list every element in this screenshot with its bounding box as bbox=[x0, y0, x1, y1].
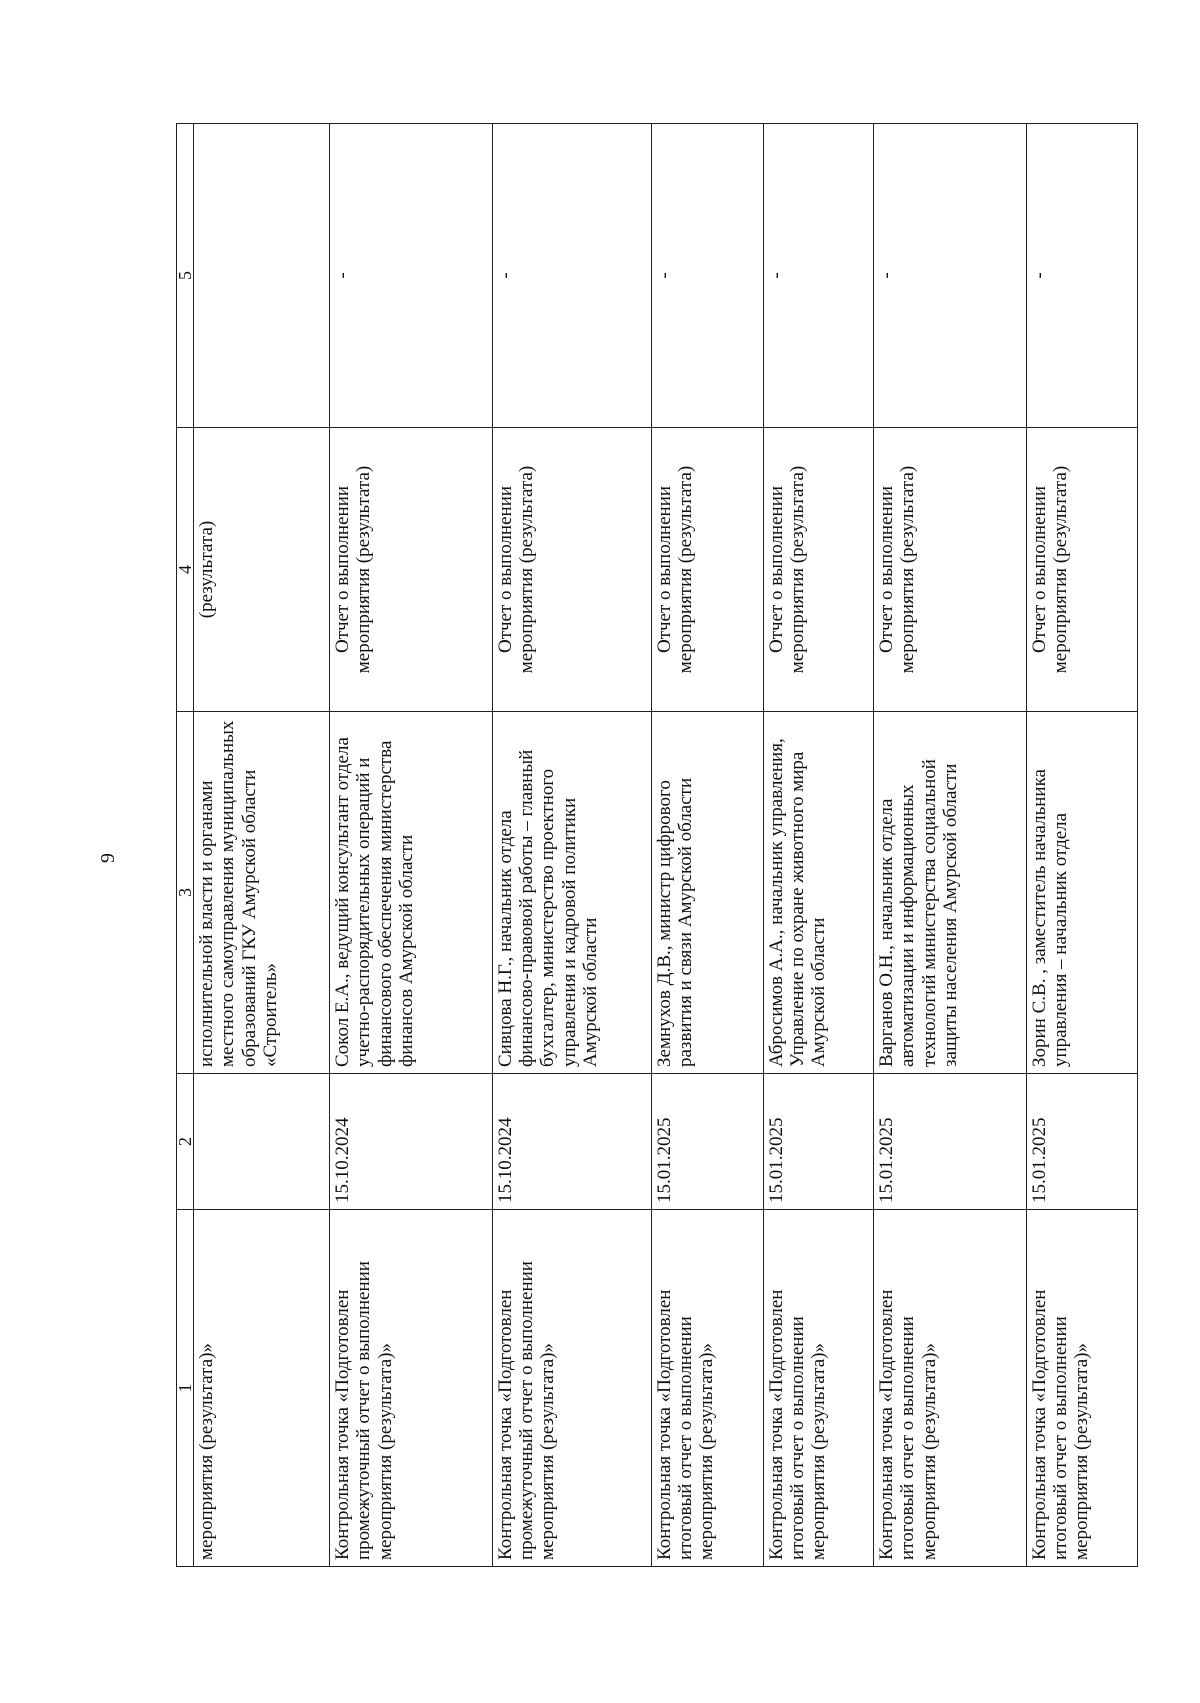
table-row bbox=[874, 124, 1027, 1567]
note-cell: - bbox=[330, 124, 493, 428]
table-row bbox=[492, 124, 651, 1567]
header-col-5: 5 bbox=[177, 124, 194, 428]
table-header-row bbox=[177, 124, 194, 1567]
table-row bbox=[651, 124, 763, 1567]
header-col-1: 1 bbox=[177, 1210, 194, 1567]
header-col-4: 4 bbox=[177, 428, 194, 712]
event-cell: Контрольная точка «Подготовлен итоговый отчет о выполнении мероприятия (результата)» bbox=[1026, 1210, 1137, 1567]
note-cell bbox=[194, 124, 330, 428]
event-cell: Контрольная точка «Подготовлен промежуточный отчет о выполнении мероприятия (результата)» bbox=[492, 1210, 651, 1567]
date-cell: 15.01.2025 bbox=[763, 1074, 873, 1210]
table-row bbox=[763, 124, 873, 1567]
event-cell: Контрольная точка «Подготовлен итоговый отчет о выполнении мероприятия (результата)» bbox=[651, 1210, 763, 1567]
responsible-cell: Сокол Е.А., ведущий консультант отдела учетно-распорядительных операций и финансового обеспечения министерства финансов Амурской области bbox=[330, 712, 493, 1074]
event-cell: мероприятия (результата)» bbox=[194, 1210, 330, 1567]
document-cell: Отчет о выполнении мероприятия (результата) bbox=[1026, 428, 1137, 712]
event-cell: Контрольная точка «Подготовлен итоговый отчет о выполнении мероприятия (результата)» bbox=[874, 1210, 1027, 1567]
responsible-cell: Абросимов А.А., начальник управления, Управление по охране животного мира Амурской области bbox=[763, 712, 873, 1074]
event-cell: Контрольная точка «Подготовлен промежуточный отчет о выполнении мероприятия (результата)» bbox=[330, 1210, 493, 1567]
note-cell: - bbox=[1026, 124, 1137, 428]
document-cell: Отчет о выполнении мероприятия (результата) bbox=[330, 428, 493, 712]
table-row bbox=[330, 124, 493, 1567]
responsible-cell: Земнухов Д.В., министр цифрового развития и связи Амурской области bbox=[651, 712, 763, 1074]
note-cell: - bbox=[492, 124, 651, 428]
document-cell: Отчет о выполнении мероприятия (результата) bbox=[492, 428, 651, 712]
note-cell: - bbox=[763, 124, 873, 428]
table-row bbox=[194, 124, 330, 1567]
responsible-cell: Сивцова Н.Г., начальник отдела финансово-правовой работы – главный бухгалтер, министерство проектного управления и кадровой политики Амурской области bbox=[492, 712, 651, 1074]
event-cell: Контрольная точка «Подготовлен итоговый отчет о выполнении мероприятия (результата)» bbox=[763, 1210, 873, 1567]
document-cell: Отчет о выполнении мероприятия (результата) bbox=[651, 428, 763, 712]
document-cell: (результата) bbox=[194, 428, 330, 712]
date-cell: 15.10.2024 bbox=[330, 1074, 493, 1210]
date-cell bbox=[194, 1074, 330, 1210]
responsible-cell: Варганов О.Н., начальник отдела автоматизации и информационных технологий министерства социальной защиты населения Амурской области bbox=[874, 712, 1027, 1074]
note-cell: - bbox=[651, 124, 763, 428]
control-points-table bbox=[176, 123, 1138, 1567]
document-cell: Отчет о выполнении мероприятия (результата) bbox=[874, 428, 1027, 712]
responsible-cell: Зорин С.В. , заместитель начальника управления – начальник отдела bbox=[1026, 712, 1137, 1074]
document-cell: Отчет о выполнении мероприятия (результата) bbox=[763, 428, 873, 712]
note-cell: - bbox=[874, 124, 1027, 428]
page-number: 9 bbox=[97, 853, 119, 863]
header-col-2: 2 bbox=[177, 1074, 194, 1210]
date-cell: 15.10.2024 bbox=[492, 1074, 651, 1210]
date-cell: 15.01.2025 bbox=[651, 1074, 763, 1210]
responsible-cell: исполнительной власти и органами местного самоуправления муниципальных образований ГКУ Амурской области «Строитель» bbox=[194, 712, 330, 1074]
table-frame bbox=[176, 124, 1138, 1567]
header-col-3: 3 bbox=[177, 712, 194, 1074]
table-row bbox=[1026, 124, 1137, 1567]
date-cell: 15.01.2025 bbox=[1026, 1074, 1137, 1210]
date-cell: 15.01.2025 bbox=[874, 1074, 1027, 1210]
